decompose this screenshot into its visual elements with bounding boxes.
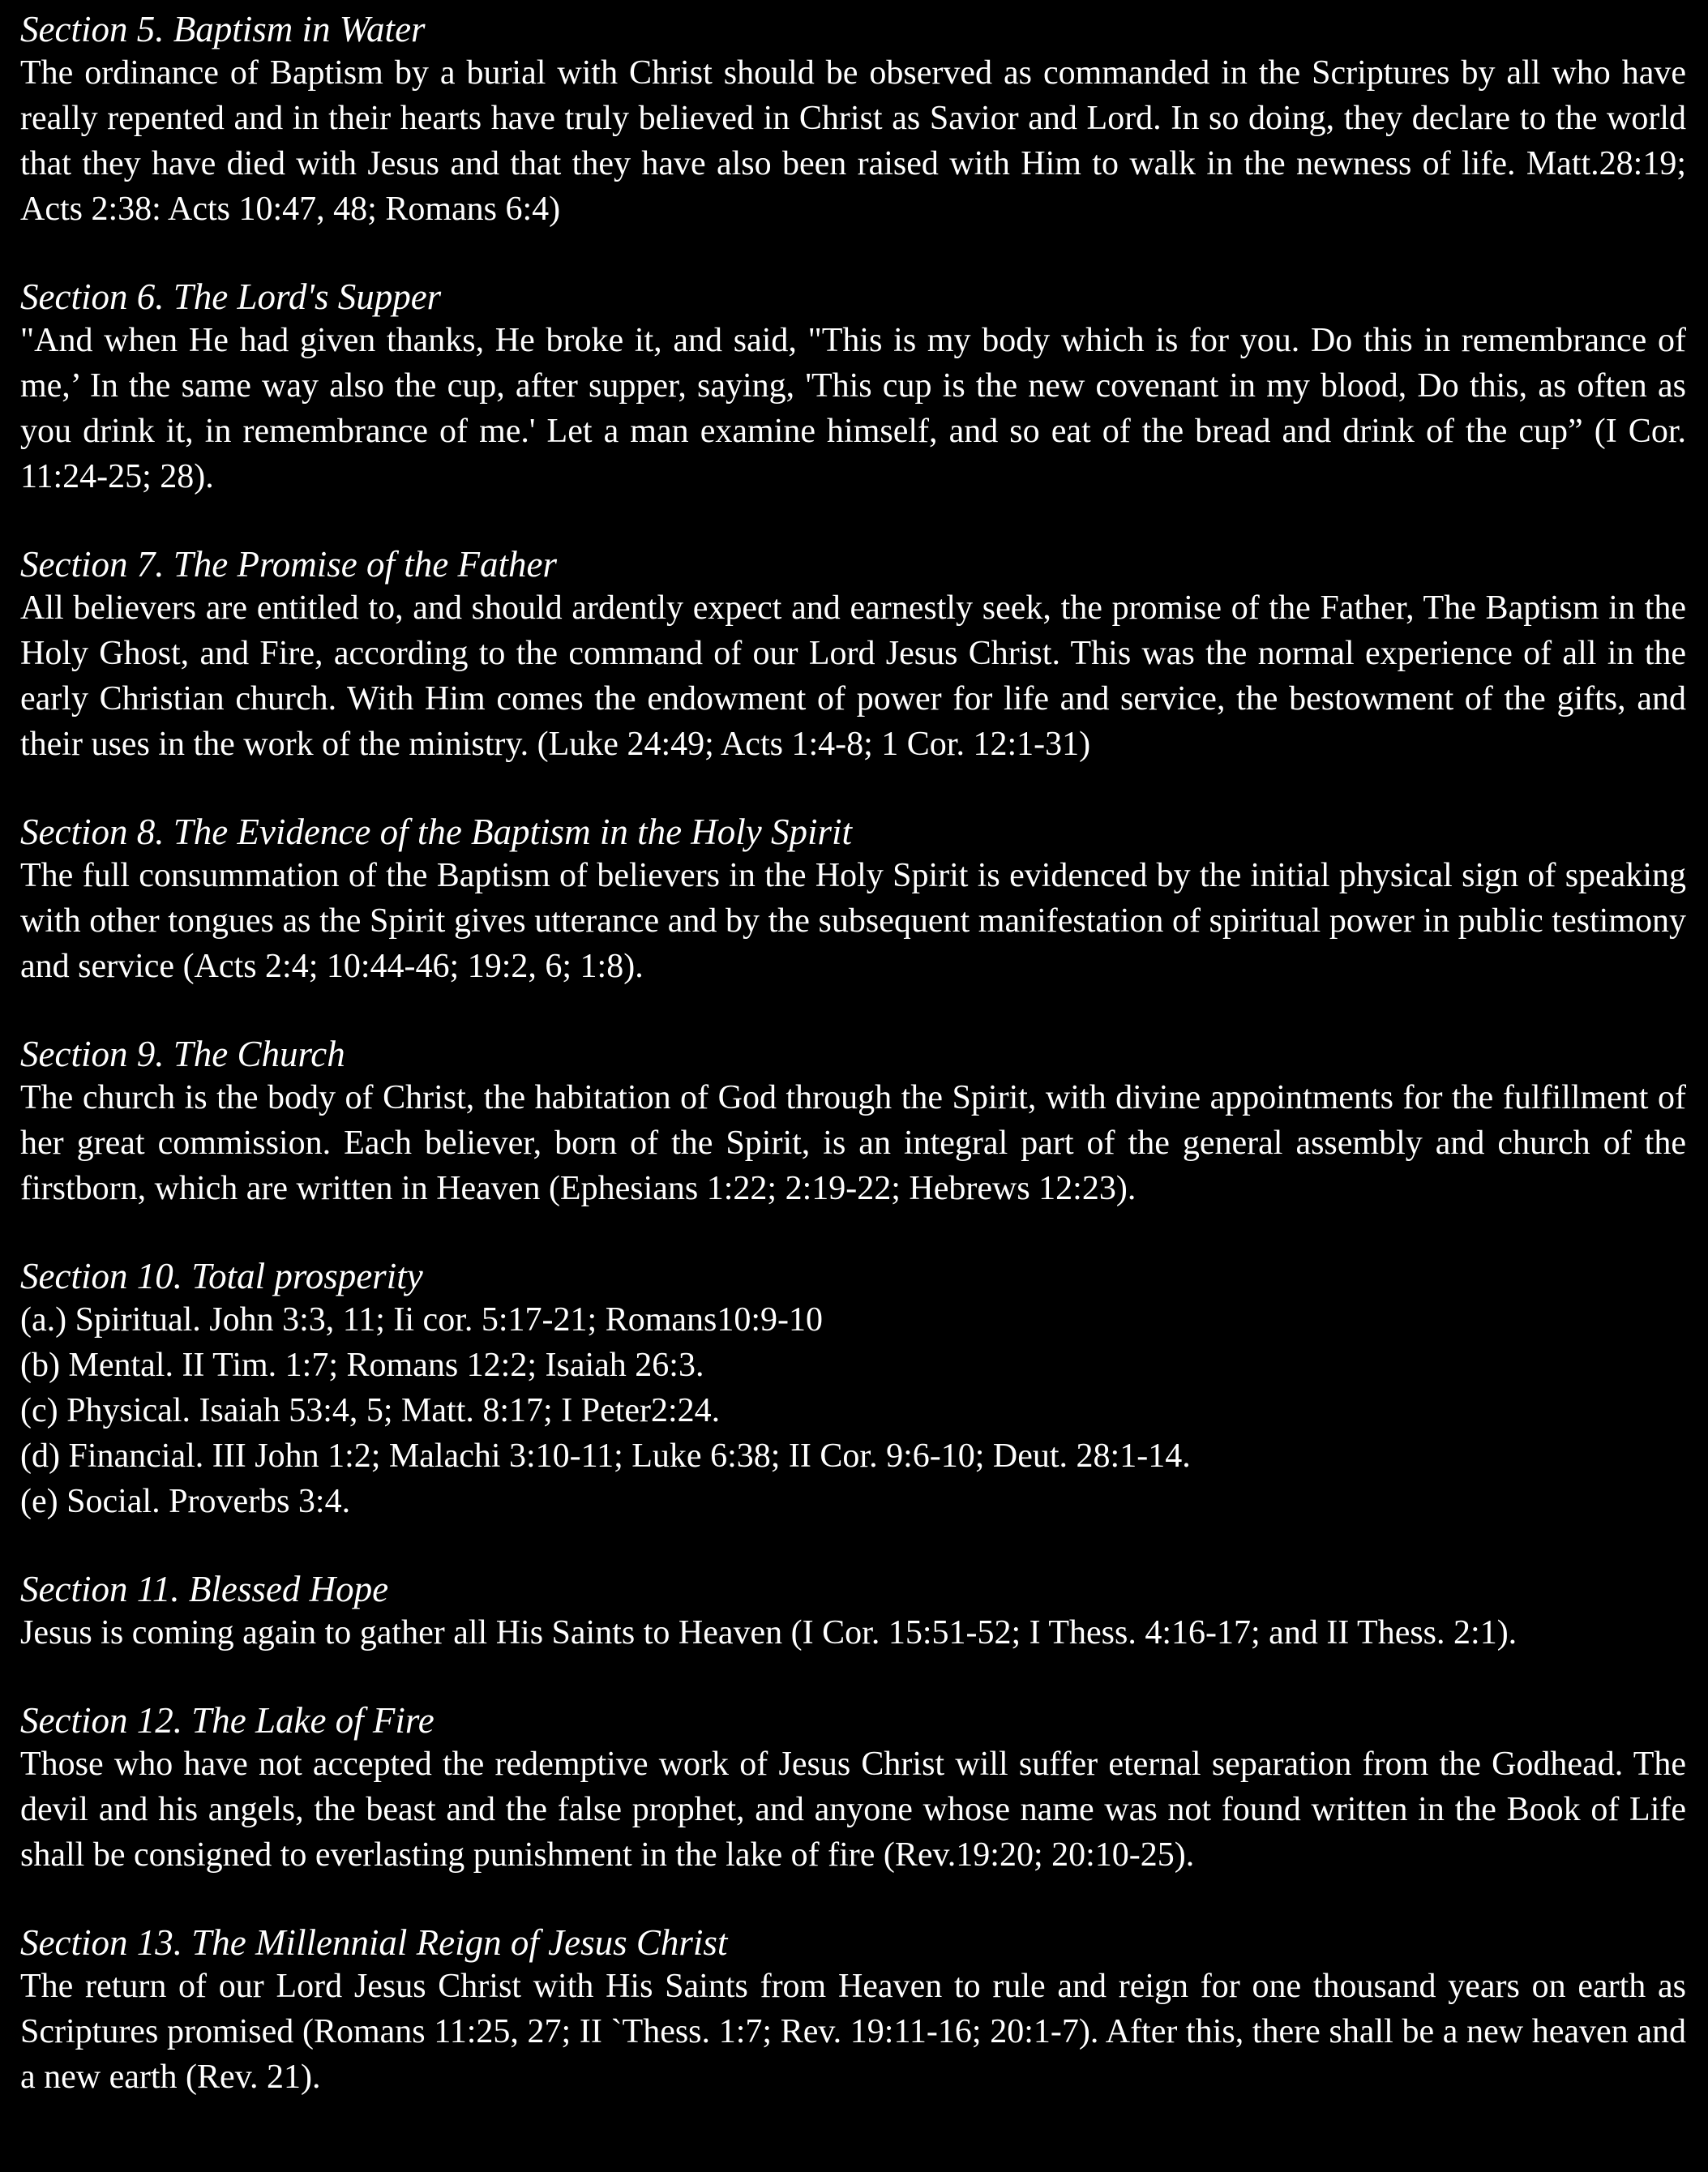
section-title: Section 7. The Promise of the Father: [20, 544, 557, 585]
section-5: [20, 8, 1686, 232]
section-12: [20, 1699, 1686, 1878]
section-title: Section 10. Total prosperity: [20, 1256, 423, 1296]
section-title: Section 8. The Evidence of the Baptism in the Holy Spirit: [20, 812, 853, 852]
section-title: Section 13. The Millennial Reign of Jesus Christ: [20, 1922, 728, 1963]
section-body: The ordinance of Baptism by a burial with Christ should be observed as commanded in the Scriptures by all who have really repented and in their hearts have truly believed in Christ as Savior and Lord. In so doing, they declare to the world that they have died with Jesus and that they have also been raised with Him to walk in the newness of life. Matt.28:19; Acts 2:38: Acts 10:47, 48; Romans 6:4): [20, 54, 1686, 228]
section-body: The full consummation of the Baptism of believers in the Holy Spirit is evidenced by the initial physical sign of speaking with other tongues as the Spirit gives utterance and by the subsequent manifestation of spiritual power in public testimony and service (Acts 2:4; 10:44-46; 19:2, 6; 1:8).: [20, 857, 1686, 985]
section-body: The church is the body of Christ, the habitation of God through the Spirit, with divine appointments for the fulfillment of her great commission. Each believer, born of the Spirit, is an integral part of the general assembly and church of the firstborn, which are written in Heaven (Ephesians 1:22; 2:19-22; Hebrews 12:23).: [20, 1079, 1686, 1207]
section-9: [20, 1033, 1686, 1211]
section-10: [20, 1255, 1686, 1524]
section-title: Section 5. Baptism in Water: [20, 9, 426, 49]
section-title: Section 6. The Lord's Supper: [20, 276, 442, 317]
section-body: All believers are entitled to, and should ardently expect and earnestly seek, the promise of the Father, The Baptism in the Holy Ghost, and Fire, according to the command of our Lord Jesus Christ. This was the normal experience of all in the early Christian church. With Him comes the endowment of power for life and service, the bestowment of the gifts, and their uses in the work of the ministry. (Luke 24:49; Acts 1:4-8; 1 Cor. 12:1-31): [20, 589, 1686, 763]
section-8: [20, 811, 1686, 989]
section-13: [20, 1921, 1686, 2100]
list-item: (a.) Spiritual. John 3:3, 11; Ii cor. 5:17-21; Romans10:9-10: [20, 1301, 824, 1339]
section-title: Section 12. The Lake of Fire: [20, 1700, 434, 1741]
section-body: Those who have not accepted the redemptive work of Jesus Christ will suffer eternal separation from the Godhead. The devil and his angels, the beast and the false prophet, and anyone whose name was not found written in the Book of Life shall be consigned to everlasting punishment in the lake of fire (Rev.19:20; 20:10-25).: [20, 1746, 1686, 1874]
section-6: [20, 276, 1686, 499]
section-title: Section 11. Blessed Hope: [20, 1569, 389, 1609]
list-item: (e) Social. Proverbs 3:4.: [20, 1483, 351, 1520]
section-11: [20, 1568, 1686, 1656]
list-item: (c) Physical. Isaiah 53:4, 5; Matt. 8:17; I Peter2:24.: [20, 1392, 721, 1429]
section-body: "And when He had given thanks, He broke it, and said, "This is my body which is for you. Do this in remembrance of me,’ In the same way also the cup, after supper, saying, 'This cup is the new covenant in my blood, Do this, as often as you drink it, in remembrance of me.' Let a man examine himself, and so eat of the bread and drink of the cup” (I Cor. 11:24-25; 28).: [20, 322, 1686, 495]
document-page: [20, 8, 1686, 2100]
section-7: [20, 543, 1686, 767]
section-title: Section 9. The Church: [20, 1034, 345, 1074]
list-item: (b) Mental. II Tim. 1:7; Romans 12:2; Isaiah 26:3.: [20, 1347, 704, 1384]
list-item: (d) Financial. III John 1:2; Malachi 3:10-11; Luke 6:38; II Cor. 9:6-10; Deut. 28:1-14.: [20, 1437, 1191, 1475]
section-body: The return of our Lord Jesus Christ with His Saints from Heaven to rule and reign for one thousand years on earth as Scriptures promised (Romans 11:25, 27; II `Thess. 1:7; Rev. 19:11-16; 20:1-7). After this, there shall be a new heaven and a new earth (Rev. 21).: [20, 1968, 1686, 2096]
section-body: Jesus is coming again to gather all His Saints to Heaven (I Cor. 15:51-52; I Thess. 4:16-17; and II Thess. 2:1).: [20, 1614, 1518, 1651]
